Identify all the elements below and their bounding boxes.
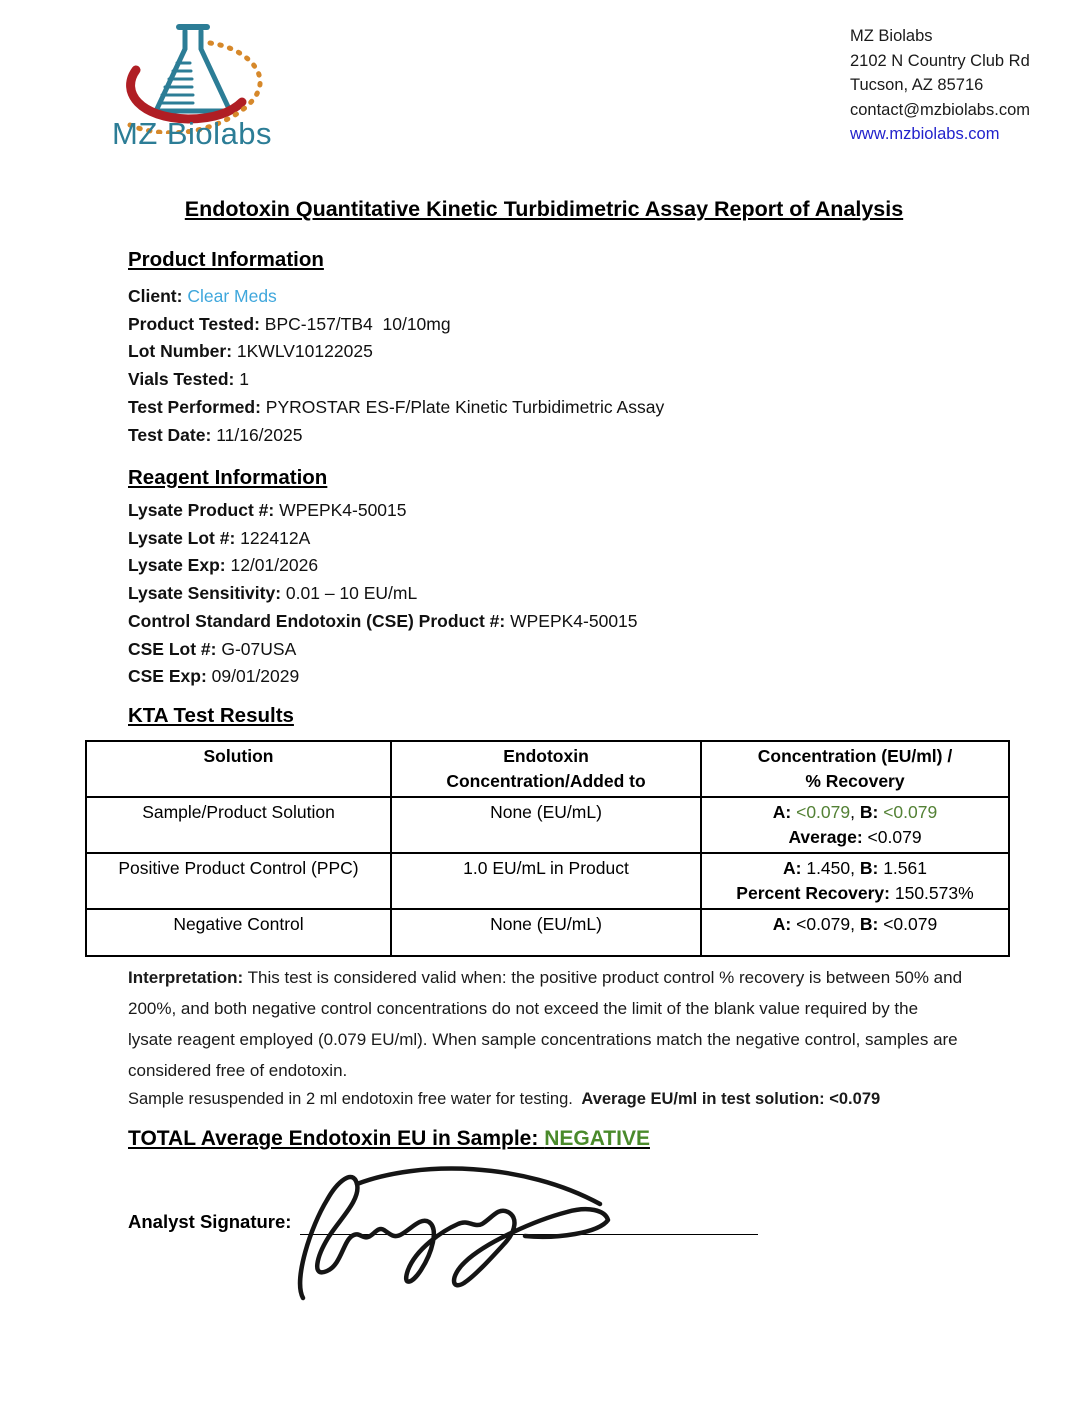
cell-endotoxin: None (EU/mL) (391, 909, 701, 956)
average-eu-note: Average EU/ml in test solution: <0.079 (577, 1090, 881, 1108)
kta-table-body (86, 797, 1009, 956)
product-info-fields (128, 283, 664, 449)
col-header-concentration: Concentration (EU/ml) / % Recovery (701, 741, 1009, 797)
contact-email: contact@mzbiolabs.com (850, 100, 1030, 119)
cell-result (701, 797, 1009, 853)
table-header-row (86, 741, 1009, 797)
field-lysate-sensitivity: Lysate Sensitivity: 0.01 – 10 EU/mL (128, 583, 418, 604)
letterhead-contact-block (850, 24, 1030, 147)
cell-result (701, 853, 1009, 909)
cell-solution: Sample/Product Solution (86, 797, 391, 853)
address-line-1: 2102 N Country Club Rd (850, 51, 1030, 70)
analyst-signature-image (255, 1158, 655, 1313)
result-line: A: 1.450, B: 1.561 (783, 858, 927, 878)
field-vials-tested: Vials Tested: 1 (128, 369, 249, 390)
kta-results-heading: KTA Test Results (128, 704, 294, 727)
cell-result (701, 909, 1009, 956)
cell-endotoxin: None (EU/mL) (391, 797, 701, 853)
analyst-signature-label: Analyst Signature: (128, 1211, 292, 1232)
report-title: Endotoxin Quantitative Kinetic Turbidimetric Assay Report of Analysis (184, 197, 904, 221)
product-info-heading: Product Information (128, 248, 324, 271)
field-lysate-exp: Lysate Exp: 12/01/2026 (128, 555, 319, 576)
field-test-performed: Test Performed: PYROSTAR ES-F/Plate Kinetic Turbidimetric Assay (128, 396, 665, 417)
address-line-2: Tucson, AZ 85716 (850, 76, 984, 94)
col-header-endotoxin: Endotoxin Concentration/Added to (391, 741, 701, 797)
company-name: MZ Biolabs (850, 27, 933, 45)
interpretation-paragraph (128, 962, 966, 1086)
reagent-info-fields (128, 497, 638, 691)
interpretation-text: This test is considered valid when: the positive product control % recovery is between 50% and 200%, and both negative control concentrations do not exceed the limit of the blank value required by the lysate reagent employed (0.079 EU/ml). When sample concentrations match the negative control, samples are considered free of endotoxin. (128, 968, 963, 1080)
total-result-value: NEGATIVE (544, 1127, 650, 1150)
field-product-tested: Product Tested: BPC-157/TB4 10/10mg (128, 313, 451, 334)
website-link[interactable]: www.mzbiolabs.com (850, 125, 1000, 143)
col-header-solution: Solution (86, 741, 391, 797)
field-cse-exp: CSE Exp: 09/01/2029 (128, 666, 300, 687)
kta-results-table (85, 740, 1010, 957)
result-line: Average: <0.079 (788, 827, 922, 847)
result-line: Percent Recovery: 150.573% (736, 883, 974, 903)
field-cse-product: Control Standard Endotoxin (CSE) Product #: WPEPK4-50015 (128, 610, 638, 631)
cell-endotoxin: 1.0 EU/mL in Product (391, 853, 701, 909)
table-row (86, 797, 1009, 853)
cell-solution: Negative Control (86, 909, 391, 956)
field-lysate-product: Lysate Product #: WPEPK4-50015 (128, 500, 407, 520)
result-line: A: <0.079, B: <0.079 (772, 802, 938, 822)
table-row (86, 909, 1009, 956)
result-line: A: <0.079, B: <0.079 (772, 914, 938, 934)
sample-note: Sample resuspended in 2 ml endotoxin free water for testing. Average EU/ml in test solution: <0.079 (128, 1090, 881, 1108)
field-test-date: Test Date: 11/16/2025 (128, 424, 303, 445)
field-client: Client: Clear Meds (128, 286, 277, 306)
field-lysate-lot: Lysate Lot #: 122412A (128, 527, 311, 548)
table-row (86, 853, 1009, 909)
field-lot-number: Lot Number: 1KWLV10122025 (128, 341, 373, 362)
reagent-info-heading: Reagent Information (128, 466, 328, 489)
cell-solution: Positive Product Control (PPC) (86, 853, 391, 909)
total-result-label: TOTAL Average Endotoxin EU in Sample: (128, 1127, 545, 1150)
logo-wordmark: MZ Biolabs (112, 116, 273, 151)
interpretation-label: Interpretation: (128, 968, 244, 987)
field-cse-lot: CSE Lot #: G-07USA (128, 638, 297, 659)
total-result-line (128, 1127, 650, 1151)
client-value: Clear Meds (187, 286, 277, 306)
